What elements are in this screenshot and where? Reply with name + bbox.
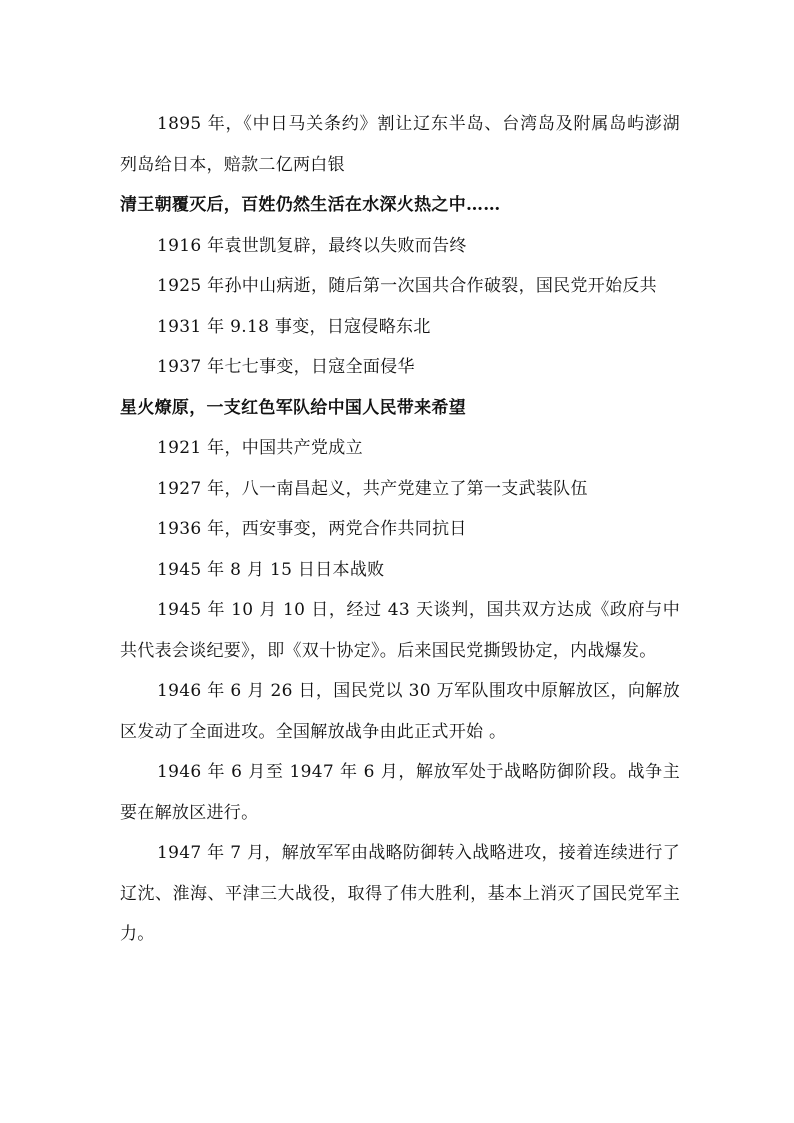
paragraph-1916: 1916 年袁世凯复辟，最终以失败而告终 [157,235,467,256]
heading-qing-fall: 清王朝覆灭后，百姓仍然生活在水深火热之中…… [120,195,501,215]
paragraph-1945-oct: 1945 年 10 月 10 日，经过 43 天谈判，国共双方达成《政府与中共代表会谈纪要》，即《双十协定》。后来国民党撕毁协定，内战爆发。 [120,600,680,661]
paragraph-1945-aug: 1945 年 8 月 15 日日本战败 [157,559,385,580]
paragraph-1921: 1921 年，中国共产党成立 [157,438,363,458]
paragraph-1937: 1937 年七七事变，日寇全面侵华 [157,357,415,377]
paragraph-1946-jun-26: 1946 年 6 月 26 日，国民党以 30 万军队围攻中原解放区，向解放区发动了全面进攻。全国解放战争由此正式开始 。 [120,681,680,742]
paragraph-1936: 1936 年，西安事变，两党合作共同抗日 [157,519,467,539]
document-page [120,104,680,955]
paragraph-1947-jul: 1947 年 7 月，解放军军由战略防御转入战略进攻，接着连续进行了辽沈、淮海、平津三大战役，取得了伟大胜利，基本上消灭了国民党军主力。 [120,843,680,944]
paragraph-1931: 1931 年 9.18 事变，日寇侵略东北 [157,316,431,337]
heading-red-army: 星火燎原，一支红色军队给中国人民带来希望 [120,397,466,418]
paragraph-1927: 1927 年，八一南昌起义，共产党建立了第一支武装队伍 [157,478,588,499]
paragraph-1895: 1895 年，《中日马关条约》割让辽东半岛、台湾岛及附属岛屿澎湖列岛给日本，赔款二亿两白银 [120,114,680,175]
paragraph-1925: 1925 年孙中山病逝，随后第一次国共合作破裂，国民党开始反共 [157,276,657,296]
paragraph-1946-1947: 1946 年 6 月至 1947 年 6 月，解放军处于战略防御阶段。战争主要在解放区进行。 [120,762,680,823]
